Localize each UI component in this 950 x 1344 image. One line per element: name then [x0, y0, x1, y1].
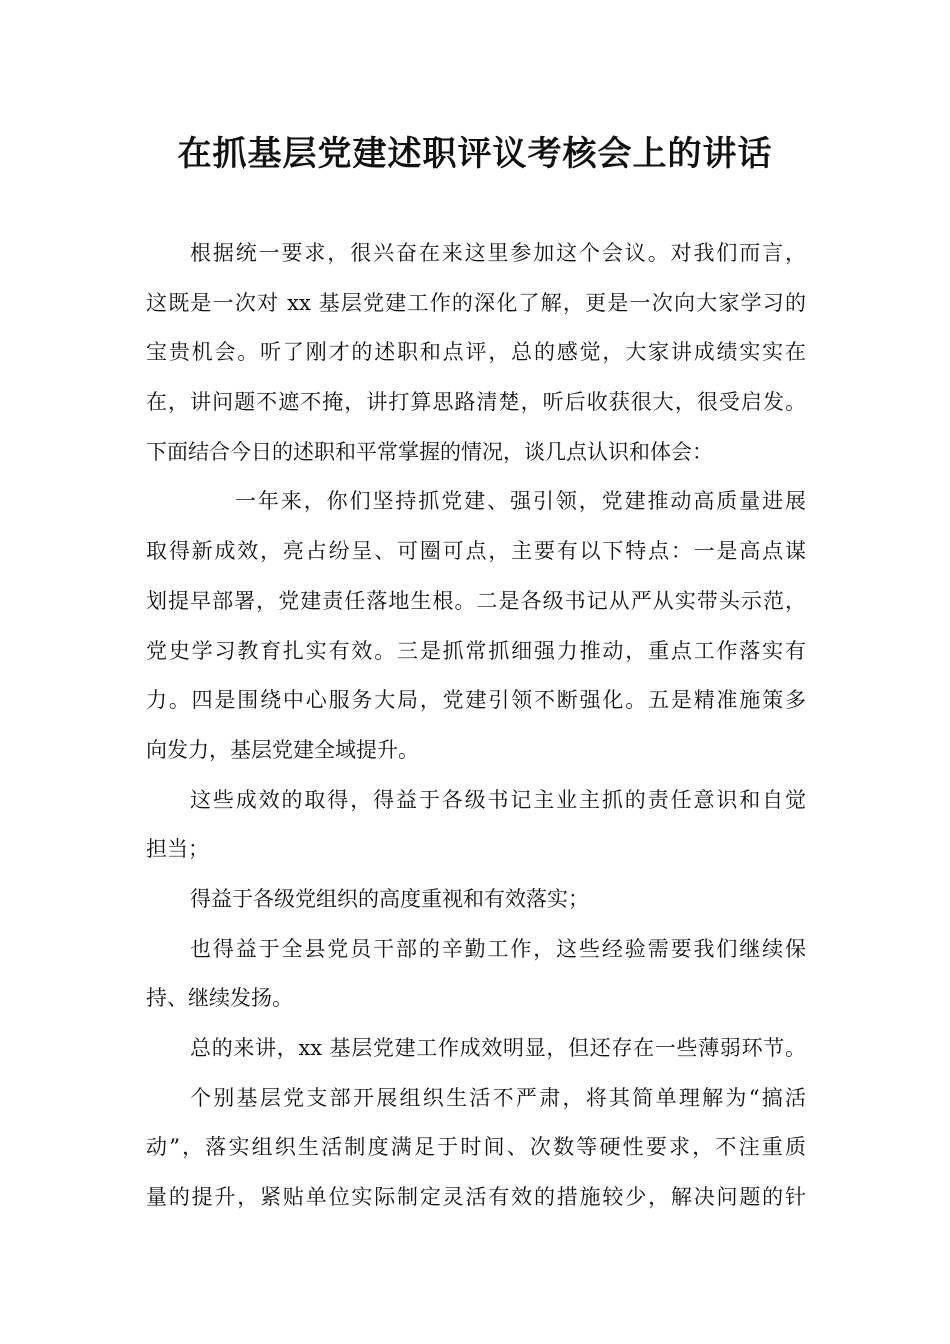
text-line: 担当；	[146, 837, 209, 862]
text-line: 党史学习教育扎实有效。三是抓常抓细强力推动，重点工作落实有	[146, 638, 806, 663]
text-line: 划提早部署，党建责任落地生根。二是各级书记从严从实带头示范，	[146, 588, 806, 613]
text-line: 持、继续发扬。	[146, 986, 293, 1011]
text-line: 也得益于全县党员干部的辛勤工作，这些经验需要我们继续保	[190, 936, 806, 961]
text-line: 在，讲问题不遮不掩，讲打算思路清楚，听后收获很大，很受启发。	[146, 390, 806, 415]
text-line: 动”，落实组织生活制度满足于时间、次数等硬性要求，不注重质	[146, 1135, 806, 1160]
document-body	[146, 229, 806, 1223]
text-line: 力。四是围绕中心服务大局，党建引领不断强化。五是精准施策多	[146, 688, 806, 713]
text-line: 宝贵机会。听了刚才的述职和点评，总的感觉，大家讲成绩实实在	[146, 340, 806, 365]
text-line: 一年来，你们坚持抓党建、强引领，党建推动高质量进展	[235, 489, 806, 514]
text-line: 量的提升，紧贴单位实际制定灵活有效的措施较少，解决问题的针	[146, 1185, 806, 1210]
text-line: 得益于各级党组织的高度重视和有效落实；	[190, 886, 589, 911]
text-line: 向发力，基层党建全域提升。	[146, 737, 419, 762]
text-line: 根据统一要求，很兴奋在来这里参加这个会议。对我们而言，	[190, 241, 806, 265]
text-line: 总的来讲，xx 基层党建工作成效明显，但还存在一些薄弱环节。	[190, 1036, 806, 1060]
text-line: 下面结合今日的述职和平常掌握的情况，谈几点认识和体会：	[146, 439, 713, 464]
text-line: 这些成效的取得，得益于各级书记主业主抓的责任意识和自觉	[190, 787, 806, 812]
text-line: 取得新成效，亮占纷呈、可圈可点，主要有以下特点：一是高点谋	[146, 539, 806, 564]
text-line: 个别基层党支部开展组织生活不严肃，将其简单理解为“搞活	[190, 1085, 806, 1110]
document-title: 在抓基层党建述职评议考核会上的讲话	[177, 134, 773, 174]
text-line: 这既是一次对 xx 基层党建工作的深化了解，更是一次向大家学习的	[146, 290, 806, 315]
